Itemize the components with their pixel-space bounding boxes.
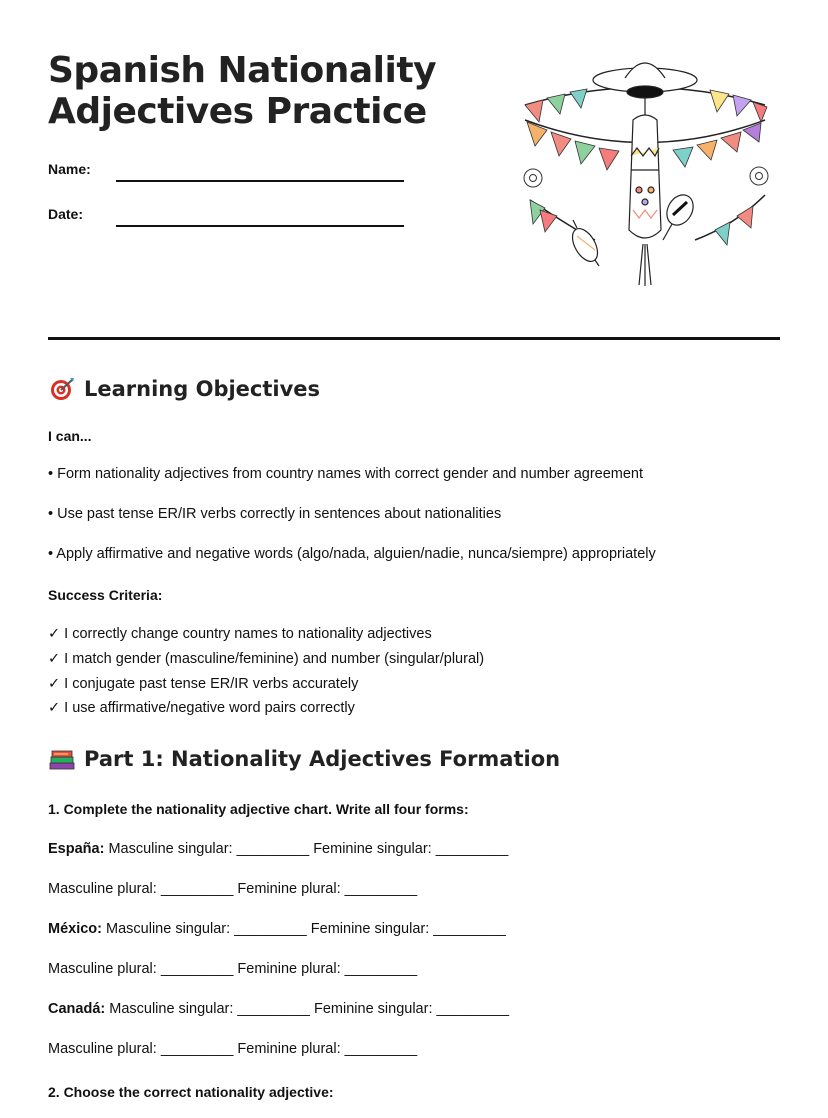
part1-heading-text: Part 1: Nationality Adjectives Formation — [84, 747, 561, 771]
question-2: 2. Choose the correct nationality adjective: — [48, 1084, 334, 1100]
title-line-1: Spanish Nationality — [48, 50, 437, 91]
question-1: 1. Complete the nationality adjective chart. Write all four forms: — [48, 801, 469, 817]
chart-row-plural[interactable]: Masculine plural: _________ Feminine plural: _________ — [48, 881, 418, 897]
title-line-2: Adjectives Practice — [48, 91, 427, 132]
part1-heading — [48, 745, 560, 773]
success-criterion: ✓ I match gender (masculine/feminine) and number (singular/plural) — [48, 651, 485, 667]
chart-row-plural[interactable]: Masculine plural: _________ Feminine plural: _________ — [48, 961, 418, 977]
objectives-heading — [48, 375, 320, 403]
sombrero-icon — [593, 63, 697, 98]
date-label: Date: — [48, 206, 84, 222]
objective-bullet: • Use past tense ER/IR verbs correctly in sentences about nationalities — [48, 506, 502, 522]
fiesta-illustration — [515, 50, 775, 290]
success-criteria-label: Success Criteria: — [48, 587, 163, 603]
chart-row-singular — [48, 1001, 509, 1017]
country-name: México: — [48, 921, 102, 937]
chart-row-singular — [48, 921, 506, 937]
name-line[interactable] — [116, 180, 404, 182]
maraca-icon — [662, 190, 699, 240]
success-criterion: ✓ I correctly change country names to nationality adjectives — [48, 626, 432, 642]
objective-bullet: • Apply affirmative and negative words (algo/nada, alguien/nadie, nunca/siempre) appropriately — [48, 546, 656, 562]
success-criterion: ✓ I use affirmative/negative word pairs correctly — [48, 700, 355, 716]
country-name: Canadá: — [48, 1001, 106, 1017]
country-name: España: — [48, 841, 105, 857]
singular-blanks[interactable]: Masculine singular: _________ Feminine singular: _________ — [104, 841, 509, 857]
pinata-icon — [629, 98, 661, 286]
singular-blanks[interactable]: Masculine singular: _________ Feminine singular: _________ — [102, 921, 506, 937]
chart-row-singular — [48, 841, 508, 857]
books-icon — [48, 745, 76, 773]
objective-bullet: • Form nationality adjectives from country names with correct gender and number agreement — [48, 466, 644, 482]
objectives-heading-text: Learning Objectives — [84, 377, 321, 401]
chart-row-plural[interactable]: Masculine plural: _________ Feminine plural: _________ — [48, 1041, 418, 1057]
success-criterion: ✓ I conjugate past tense ER/IR verbs accurately — [48, 676, 359, 692]
name-label: Name: — [48, 161, 91, 177]
singular-blanks[interactable]: Masculine singular: _________ Feminine singular: _________ — [105, 1001, 510, 1017]
i-can-label: I can... — [48, 428, 92, 444]
date-line[interactable] — [116, 225, 404, 227]
target-icon — [48, 375, 76, 403]
header-divider — [48, 337, 780, 340]
worksheet-title — [48, 50, 436, 132]
